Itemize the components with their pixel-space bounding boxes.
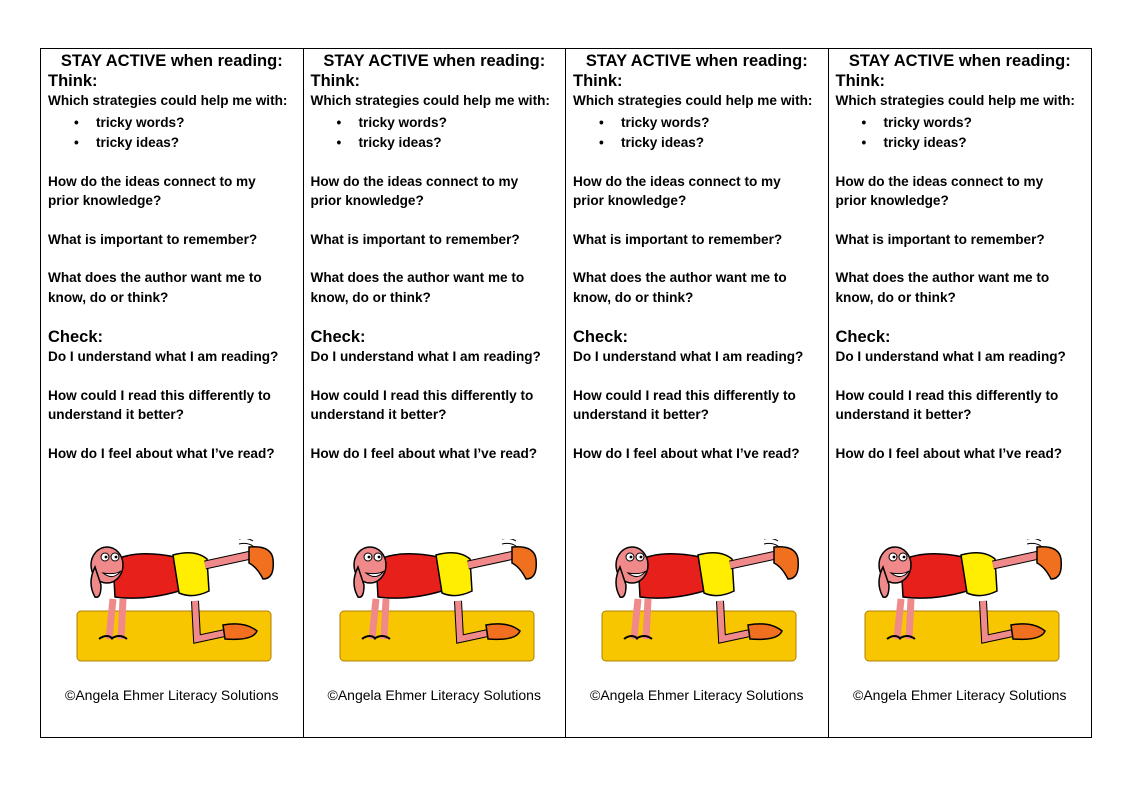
question-understand: Do I understand what I am reading? bbox=[573, 349, 804, 364]
bookmark-card bbox=[566, 49, 829, 737]
bookmark-sheet bbox=[40, 48, 1092, 738]
question-connect-line1: How do the ideas connect to my bbox=[835, 173, 1044, 189]
bullet-icon: • bbox=[599, 114, 604, 130]
bullet-icon: • bbox=[861, 134, 867, 150]
motion-lines bbox=[502, 539, 516, 546]
shorts bbox=[173, 553, 209, 596]
strategies-prompt: Which strategies could help me with: bbox=[835, 93, 1075, 108]
copyright-footer: ©Angela Ehmer Literacy Solutions bbox=[327, 687, 541, 703]
strategies-prompt: Which strategies could help me with: bbox=[48, 93, 288, 108]
strategies-prompt: Which strategies could help me with: bbox=[310, 93, 550, 108]
card-title: STAY ACTIVE when reading: bbox=[60, 52, 283, 70]
question-connect-line2: prior knowledge? bbox=[48, 193, 162, 208]
question-connect-line1: How do the ideas connect to my bbox=[573, 173, 781, 189]
bullet-text: tricky ideas? bbox=[883, 134, 967, 150]
strategies-prompt: Which strategies could help me with: bbox=[573, 93, 813, 108]
bullet-text: tricky ideas? bbox=[96, 134, 180, 150]
list-item bbox=[48, 113, 303, 133]
list-item bbox=[573, 133, 828, 153]
question-author-line1: What does the author want me to bbox=[48, 270, 262, 285]
exercising-man-illustration bbox=[75, 539, 275, 669]
shorts bbox=[698, 553, 734, 596]
bookmark-card bbox=[41, 49, 304, 737]
list-item bbox=[48, 133, 303, 153]
question-feel: How do I feel about what I’ve read? bbox=[835, 445, 1063, 461]
question-author-line1: What does the author want me to bbox=[573, 270, 787, 285]
question-important: What is important to remember? bbox=[835, 231, 1045, 247]
card-title: STAY ACTIVE when reading: bbox=[323, 52, 546, 70]
question-feel: How do I feel about what I’ve read? bbox=[310, 445, 538, 461]
bullet-icon: • bbox=[74, 114, 79, 130]
raised-shoe bbox=[512, 547, 536, 579]
list-item bbox=[573, 113, 828, 133]
strategy-list bbox=[573, 113, 828, 153]
bullet-icon: • bbox=[336, 114, 342, 130]
bullet-text: tricky ideas? bbox=[358, 134, 442, 150]
question-author-line2: know, do or think? bbox=[835, 289, 956, 305]
bullet-icon: • bbox=[599, 134, 604, 150]
bookmark-card bbox=[829, 49, 1092, 737]
bullet-icon: • bbox=[74, 134, 79, 150]
shorts bbox=[961, 553, 997, 596]
question-differently-line2: understand it better? bbox=[48, 407, 184, 422]
think-heading: Think: bbox=[573, 72, 623, 90]
exercising-man-illustration bbox=[338, 539, 538, 669]
question-author-line2: know, do or think? bbox=[310, 289, 431, 305]
bookmark-card bbox=[304, 49, 567, 737]
list-item bbox=[836, 133, 1092, 153]
bullet-icon: • bbox=[861, 114, 867, 130]
question-feel: How do I feel about what I’ve read? bbox=[48, 445, 275, 461]
question-important: What is important to remember? bbox=[310, 231, 520, 247]
question-differently-line1: How could I read this differently to bbox=[573, 387, 796, 403]
check-heading: Check: bbox=[48, 328, 104, 346]
question-author-line2: know, do or think? bbox=[573, 289, 694, 305]
question-differently-line2: understand it better? bbox=[310, 407, 447, 422]
check-heading: Check: bbox=[573, 328, 629, 346]
think-heading: Think: bbox=[48, 72, 98, 90]
question-differently-line2: understand it better? bbox=[573, 407, 709, 422]
card-title: STAY ACTIVE when reading: bbox=[585, 52, 808, 70]
question-differently-line1: How could I read this differently to bbox=[310, 387, 534, 403]
list-item bbox=[311, 133, 566, 153]
question-connect-line2: prior knowledge? bbox=[573, 193, 687, 208]
bullet-text: tricky words? bbox=[883, 114, 972, 130]
question-important: What is important to remember? bbox=[573, 231, 783, 247]
bullet-text: tricky words? bbox=[621, 114, 710, 130]
check-heading: Check: bbox=[835, 328, 891, 346]
card-title: STAY ACTIVE when reading: bbox=[848, 52, 1071, 70]
question-connect-line1: How do the ideas connect to my bbox=[48, 173, 256, 189]
raised-leg bbox=[205, 555, 251, 565]
exercising-man-illustration bbox=[863, 539, 1063, 669]
raised-leg bbox=[993, 555, 1039, 565]
question-understand: Do I understand what I am reading? bbox=[310, 349, 541, 364]
copyright-footer: ©Angela Ehmer Literacy Solutions bbox=[590, 687, 804, 703]
strategy-list bbox=[311, 113, 566, 153]
think-heading: Think: bbox=[835, 72, 885, 90]
question-connect-line2: prior knowledge? bbox=[310, 193, 424, 208]
question-author-line2: know, do or think? bbox=[48, 289, 169, 305]
raised-shoe bbox=[249, 547, 273, 579]
strategy-list bbox=[48, 113, 303, 153]
exercising-man-illustration bbox=[600, 539, 800, 669]
motion-lines bbox=[1027, 539, 1041, 546]
motion-lines bbox=[764, 539, 778, 546]
question-author-line1: What does the author want me to bbox=[835, 270, 1050, 285]
bullet-text: tricky words? bbox=[358, 114, 447, 130]
raised-shoe bbox=[1037, 547, 1061, 579]
raised-shoe bbox=[774, 547, 798, 579]
question-connect-line1: How do the ideas connect to my bbox=[310, 173, 519, 189]
question-understand: Do I understand what I am reading? bbox=[835, 349, 1066, 364]
question-author-line1: What does the author want me to bbox=[310, 270, 525, 285]
bullet-text: tricky ideas? bbox=[621, 134, 705, 150]
list-item bbox=[311, 113, 566, 133]
question-differently-line2: understand it better? bbox=[835, 407, 972, 422]
copyright-footer: ©Angela Ehmer Literacy Solutions bbox=[853, 687, 1067, 703]
copyright-footer: ©Angela Ehmer Literacy Solutions bbox=[65, 687, 279, 703]
question-feel: How do I feel about what I’ve read? bbox=[573, 445, 800, 461]
question-differently-line1: How could I read this differently to bbox=[835, 387, 1059, 403]
shorts bbox=[436, 553, 472, 596]
list-item bbox=[836, 113, 1092, 133]
think-heading: Think: bbox=[310, 72, 360, 90]
check-heading: Check: bbox=[310, 328, 366, 346]
question-important: What is important to remember? bbox=[48, 231, 258, 247]
question-connect-line2: prior knowledge? bbox=[835, 193, 949, 208]
bullet-icon: • bbox=[336, 134, 342, 150]
bullet-text: tricky words? bbox=[96, 114, 185, 130]
strategy-list bbox=[836, 113, 1092, 153]
raised-leg bbox=[730, 555, 776, 565]
question-understand: Do I understand what I am reading? bbox=[48, 349, 279, 364]
motion-lines bbox=[239, 539, 253, 546]
question-differently-line1: How could I read this differently to bbox=[48, 387, 271, 403]
raised-leg bbox=[468, 555, 514, 565]
